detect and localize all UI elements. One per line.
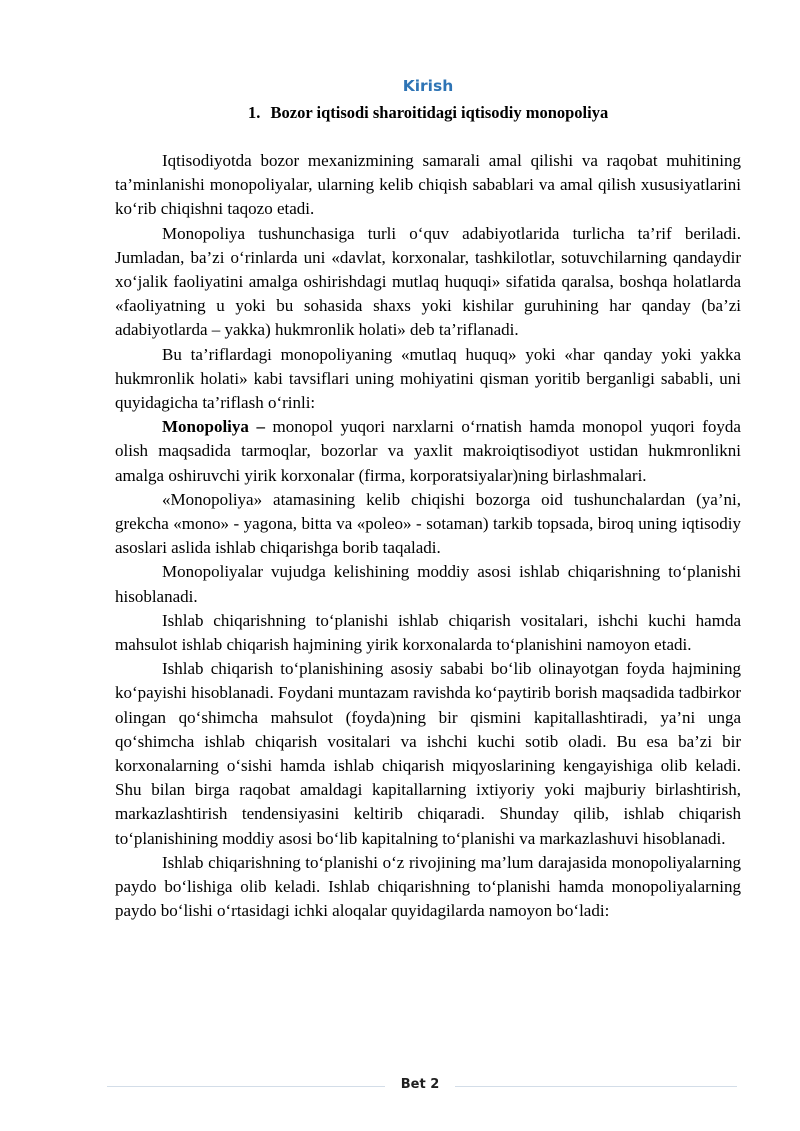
footer-divider-right (455, 1086, 737, 1087)
paragraph: Monopoliya tushunchasiga turli o‘quv adabiyotlarida turlicha ta’rif beriladi. Jumladan, ba’zi o‘rinlarda uni «davlat, korxonalar, tashkilotlar, sotuvchilarning qandaydir xo‘jalik faoliyatini amalga oshirishdagi mutlaq huquqi» sifatida qaralsa, boshqa holatlarda «faoliyatning u yoki bu sohasida shaxs yoki kishilar guruhining har qanday (ba’zi adabiyotlarda – yakka) hukmronlik holati» deb ta’riflanadi. (115, 223, 741, 340)
paragraph: Ishlab chiqarish to‘planishining asosiy sababi bo‘lib olinayotgan foyda hajmining ko‘payishi hisoblanadi. Foydani muntazam ravishda ko‘paytirib borish maqsadida tadbirkor olingan qo‘shimcha mahsulot (foyda)ning bir qismini kapitallashtiradi, ya’ni unga qo‘shimcha ishlab chiqarish vositalari va ishchi kuchi sotib oladi. Bu esa ba’zi bir korxonalarning o‘sishi hamda ishlab chiqarish miqyoslarining kengayishiga olib keladi. Shu bilan birga raqobat amaldagi kapitallarning ixtiyoriy yoki majburiy birlashtirish, markazlashtirish tendensiyasini keltirib chiqaradi. Shunday qilib, ishlab chiqarish to‘planishining moddiy asosi bo‘lib kapitalning to‘planishi va markazlashuvi hisoblanadi. (115, 659, 741, 848)
section-heading (248, 103, 608, 123)
definition-paragraph (115, 415, 741, 488)
paragraph: Ishlab chiqarishning to‘planishi ishlab chiqarish vositalari, ishchi kuchi hamda mahsulot ishlab chiqarish hajmining yirik korxonalarda to‘planishini namoyon etadi. (115, 610, 741, 655)
footer-divider-left (107, 1086, 385, 1087)
paragraph: Ishlab chiqarishning to‘planishi o‘z rivojining ma’lum darajasida monopoliyalarning paydo bo‘lishiga olib keladi. Ishlab chiqarishning to‘planishi hamda monopoliyalarning paydo bo‘lishi o‘rtasidagi ichki aloqalar quyidagilarda namoyon bo‘ladi: (115, 852, 741, 921)
paragraph: Iqtisodiyotda bozor mexanizmining samarali amal qilishi va raqobat muhitining ta’minlanishi monopoliyalar, ularning kelib chiqish sabablari va amal qilish xususiyatlarini ko‘rib chiqishni taqozo etadi. (115, 151, 741, 219)
section-number: 1. (248, 103, 261, 122)
defined-term: Monopoliya – (162, 417, 265, 437)
definition-text: monopol yuqori narxlarni o‘rnatish hamda monopol yuqori foyda olish maqsadida tarmoqlar, bozorlar va yaxlit makroiqtisodiyot ustidan hukmronlikni amalga oshiruvchi yirik korxonalar (firma, korporatsiyalar)ning birlashmalari. (115, 417, 741, 485)
body-text (115, 149, 741, 924)
paragraph: Monopoliyalar vujudga kelishining moddiy asosi ishlab chiqarishning to‘planishi hisoblanadi. (115, 562, 741, 606)
paragraph: Bu ta’riflardagi monopoliyaning «mutlaq huquq» yoki «har qanday yoki yakka hukmronlik holati» kabi tavsiflari uning mohiyatini qisman yoritib berganligi sababli, uni quyidagicha ta’riflash o‘rinli: (115, 344, 741, 413)
page-number: Bet 2 (400, 1077, 440, 1092)
section-title: Bozor iqtisodi sharoitidagi iqtisodiy monopoliya (270, 103, 609, 122)
paragraph: «Monopoliya» atamasining kelib chiqishi bozorga oid tushunchalardan (ya’ni, grekcha «mono» - yagona, bitta va «poleo» - sotaman) tarkib topsada, biroq uning iqtisodiy asoslari aslida ishlab chiqarishga borib taqaladi. (115, 489, 741, 558)
page-footer (107, 1076, 737, 1098)
page-heading: Kirish (402, 77, 454, 95)
